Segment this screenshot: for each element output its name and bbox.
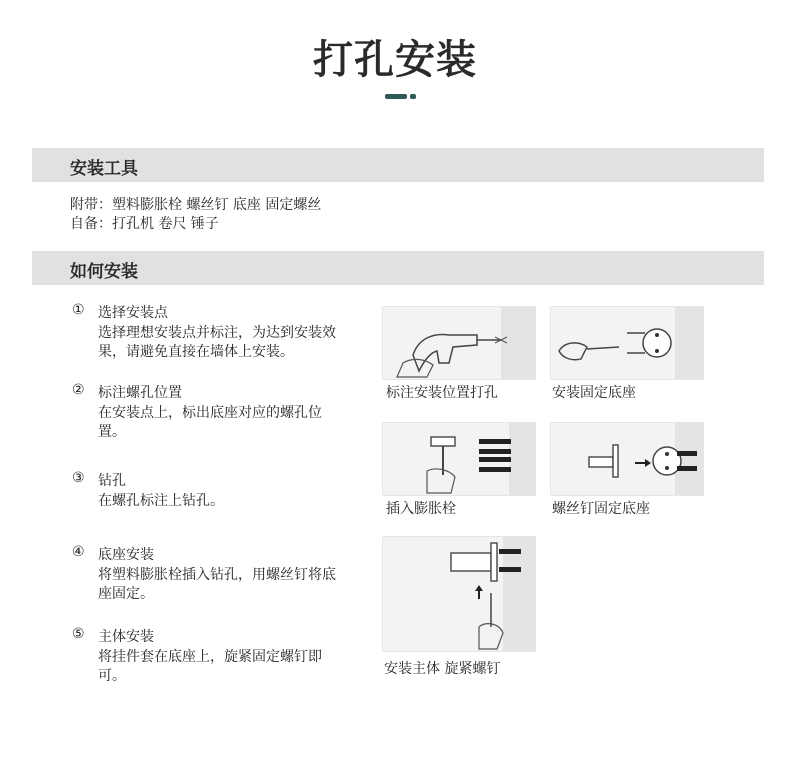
hex-key-icon: [383, 537, 536, 652]
screwdriver-icon: [551, 307, 704, 380]
step-description: 选择理想安装点并标注，为达到安装效果，请避免直接在墙体上安装。: [98, 325, 336, 360]
page-title: 打孔安装: [313, 37, 477, 83]
step-description: 在螺孔标注上钻孔。: [98, 493, 224, 509]
step-title: 标注螺孔位置: [98, 385, 182, 401]
tools-list: [70, 196, 321, 234]
step-number: ③: [72, 470, 85, 486]
install-section-title: 如何安装: [70, 262, 138, 282]
included-tools: 附带：塑料膨胀栓 螺丝钉 底座 固定螺丝: [70, 197, 322, 213]
hex-key-illustration: [382, 536, 536, 652]
drill-illustration: [382, 306, 536, 380]
hammer-icon: [383, 423, 536, 496]
self-prepared-tools: 自备：打孔机 卷尺 锤子: [70, 216, 219, 232]
illustration-caption: 安装固定底座: [552, 385, 636, 401]
drill-icon: [383, 307, 536, 380]
step-title: 主体安装: [98, 629, 154, 645]
step-title: 钻孔: [98, 473, 126, 489]
illustration-caption: 螺丝钉固定底座: [552, 501, 650, 517]
tools-section-title: 安装工具: [70, 159, 138, 179]
step-title: 选择安装点: [98, 305, 168, 321]
step-number: ④: [72, 544, 85, 560]
step-title: 底座安装: [98, 547, 154, 563]
step-description: 在安装点上，标出底座对应的螺孔位置。: [98, 405, 322, 440]
illustration-caption: 安装主体 旋紧螺钉: [384, 661, 501, 677]
step-description: 将挂件套在底座上，旋紧固定螺钉即可。: [98, 649, 322, 684]
illustration-caption: 标注安装位置打孔: [386, 385, 498, 401]
install-section-header: [32, 251, 764, 285]
illustration-caption: 插入膨胀栓: [386, 501, 456, 517]
step-number: ②: [72, 382, 85, 398]
screw-base-icon: [551, 423, 704, 496]
step-description: 将塑料膨胀栓插入钻孔，用螺丝钉将底座固定。: [98, 567, 336, 602]
screwdriver-illustration: [550, 306, 704, 380]
screw-base-illustration: [550, 422, 704, 496]
step-number: ⑤: [72, 626, 85, 642]
hammer-illustration: [382, 422, 536, 496]
step-number: ①: [72, 302, 85, 318]
tools-section-header: [32, 148, 764, 182]
